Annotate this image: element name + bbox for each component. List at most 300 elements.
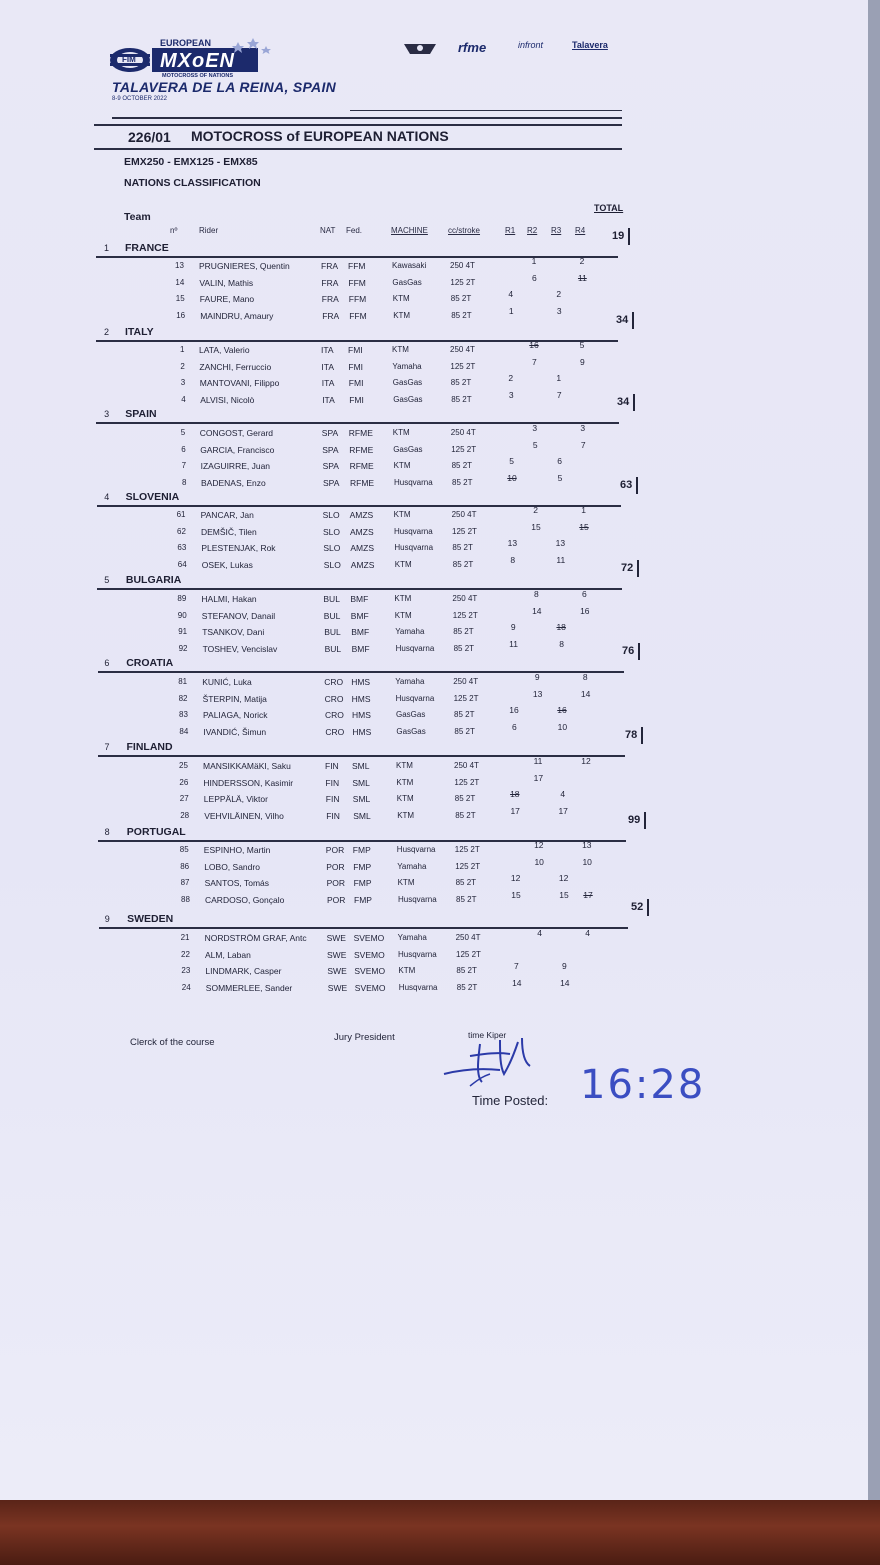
race-result-r2: 1 — [531, 256, 537, 266]
rider-federation: FMI — [349, 394, 364, 405]
rider-name: LOBO, Sandro — [204, 861, 260, 872]
team-total: 34 — [617, 396, 630, 408]
rider-machine: GasGas — [392, 378, 423, 387]
team-name: CROATIA — [126, 657, 174, 669]
team-position: 2 — [104, 327, 110, 337]
race-result-r2: 14 — [532, 605, 542, 616]
rider-machine: KTM — [397, 810, 415, 820]
race-result-r1: 13 — [507, 538, 518, 548]
rider-cc: 250 4T — [453, 677, 479, 686]
rider-nat: FIN — [325, 777, 340, 788]
total-bracket — [628, 228, 630, 245]
race-result-r4: 14 — [580, 688, 591, 699]
rider-nat: ITA — [322, 394, 335, 405]
rider-machine: GasGas — [392, 277, 422, 287]
rider-number: 25 — [179, 761, 188, 770]
race-result-r2: 6 — [532, 272, 537, 283]
team-total: 76 — [622, 645, 635, 657]
race-result-r3: 16 — [557, 705, 567, 715]
race-result-r1: 9 — [510, 622, 516, 632]
rider-cc: 250 4T — [450, 345, 475, 354]
rider-name: DEMŠIČ, Tilen — [201, 526, 257, 537]
race-result-r2: 11 — [533, 756, 543, 766]
race-result-r4: 17 — [583, 889, 593, 900]
rider-nat: FIN — [326, 810, 340, 821]
rider-cc: 250 4T — [450, 261, 475, 270]
team-total: 52 — [631, 901, 644, 913]
team-position: 8 — [104, 827, 110, 837]
rider-nat: SLO — [323, 543, 341, 553]
race-result-r2: 5 — [532, 439, 538, 450]
timekeeper-label: time Kiper — [468, 1030, 507, 1040]
rider-cc: 85 2T — [452, 543, 473, 552]
rider-number: 8 — [182, 477, 187, 487]
event-dates: 8-9 OCTOBER 2022 — [112, 96, 167, 102]
rider-federation: FMP — [354, 894, 372, 905]
rider-number: 90 — [177, 610, 187, 620]
rider-number: 24 — [181, 982, 191, 992]
rider-nat: SWE — [327, 949, 347, 960]
race-result-r4: 11 — [577, 272, 587, 283]
race-result-r1: 15 — [511, 889, 521, 900]
rider-machine: GasGas — [393, 394, 423, 404]
rider-name: BADENAS, Enzo — [201, 477, 266, 488]
race-result-r1: 12 — [510, 873, 521, 883]
document-title: MOTOCROSS of EUROPEAN NATIONS — [191, 128, 449, 144]
race-result-r2: 12 — [534, 840, 544, 850]
race-result-r1: 18 — [510, 789, 520, 799]
rider-number: 2 — [180, 361, 185, 371]
rider-name: KUNIĆ, Luka — [202, 677, 252, 687]
team-position: 4 — [104, 492, 110, 502]
team-name: FINLAND — [126, 741, 173, 753]
rider-federation: SVEMO — [354, 949, 385, 960]
rider-name: ŠTERPIN, Matija — [202, 693, 267, 704]
logo-brand: MXoEN — [160, 50, 235, 72]
rider-name: NORDSTRÖM GRAF, Antc — [204, 933, 307, 943]
rider-cc: 85 2T — [456, 966, 477, 975]
rider-number: 27 — [179, 794, 189, 803]
rider-cc: 250 4T — [455, 933, 481, 942]
rider-machine: Yamaha — [395, 677, 425, 686]
rider-nat: BUL — [323, 594, 340, 604]
rider-federation: SML — [352, 761, 370, 771]
rider-machine: KTM — [396, 794, 414, 803]
team-position: 6 — [104, 658, 110, 668]
rider-federation: BMF — [350, 610, 369, 621]
race-result-r2: 9 — [534, 672, 540, 682]
rider-machine: Husqvarna — [394, 543, 434, 552]
rider-federation: HMS — [351, 677, 371, 687]
rider-number: 23 — [181, 966, 191, 975]
rider-cc: 125 2T — [456, 949, 481, 959]
col-fed: Fed. — [346, 226, 363, 235]
rider-federation: AMZS — [350, 526, 374, 537]
rider-federation: FFM — [348, 277, 366, 288]
sponsor-bar — [400, 38, 620, 60]
race-result-r1: 10 — [507, 472, 517, 483]
rider-nat: SPA — [322, 444, 339, 455]
race-result-r4: 16 — [580, 605, 590, 616]
rider-nat: ITA — [321, 378, 335, 388]
rider-cc: 250 4T — [450, 428, 476, 437]
rider-nat: CRO — [325, 726, 345, 737]
rider-federation: AMZS — [350, 543, 375, 553]
rider-machine: KTM — [392, 345, 409, 354]
race-result-r2: 17 — [533, 772, 544, 783]
rider-cc: 85 2T — [455, 810, 476, 820]
rider-nat: FRA — [321, 261, 338, 271]
race-result-r4: 2 — [579, 256, 585, 266]
race-result-r2: 16 — [529, 340, 539, 350]
rider-federation: RFME — [349, 461, 374, 471]
race-result-r3: 18 — [556, 622, 566, 632]
rider-name: IVANDIĆ, Šimun — [203, 726, 267, 737]
header-rule-top — [112, 117, 622, 119]
rider-machine: GasGas — [396, 710, 426, 719]
rider-name: LINDMARK, Casper — [205, 966, 282, 976]
race-result-r1: 6 — [512, 721, 517, 732]
race-result-r1: 4 — [508, 289, 514, 299]
rider-number: 84 — [179, 726, 189, 736]
rider-cc: 85 2T — [450, 378, 472, 387]
rider-nat: SLO — [322, 510, 340, 520]
rider-machine: Kawasaki — [392, 261, 427, 270]
rider-name: FAURE, Mano — [199, 294, 255, 304]
total-bracket — [644, 812, 646, 829]
rider-cc: 85 2T — [450, 294, 472, 303]
race-result-r1: 17 — [510, 805, 520, 816]
rider-cc: 85 2T — [451, 394, 472, 404]
rider-cc: 125 2T — [454, 777, 480, 787]
total-bracket — [647, 899, 649, 916]
race-result-r4: 6 — [582, 589, 587, 599]
rider-name: ESPINHO, Martin — [203, 845, 271, 855]
rider-machine: KTM — [393, 510, 411, 519]
race-result-r3: 3 — [556, 305, 562, 316]
rider-nat: SLO — [323, 559, 341, 570]
race-result-r1: 1 — [508, 305, 514, 316]
rider-federation: AMZS — [350, 559, 375, 570]
rider-cc: 85 2T — [453, 627, 474, 636]
rider-cc: 85 2T — [452, 559, 474, 569]
rider-machine: KTM — [393, 310, 411, 320]
rider-number: 1 — [180, 345, 185, 354]
table-surface — [0, 1500, 880, 1565]
rider-federation: SVEMO — [354, 982, 386, 993]
rider-machine: Husqvarna — [398, 982, 438, 992]
rider-name: PALIAGA, Norick — [203, 710, 268, 720]
rider-cc: 125 2T — [451, 444, 477, 454]
race-result-r1: 8 — [510, 554, 516, 565]
rider-nat: FRA — [321, 294, 339, 304]
race-result-r1: 14 — [512, 977, 522, 988]
rider-federation: FFM — [348, 261, 366, 271]
race-result-r1: 5 — [509, 456, 514, 466]
rider-number: 21 — [180, 933, 190, 942]
race-result-r1: 2 — [508, 373, 514, 383]
rider-federation: BMF — [351, 643, 370, 654]
race-result-r4: 8 — [582, 672, 588, 682]
event-logo — [108, 36, 288, 84]
rider-cc: 125 2T — [452, 610, 478, 620]
race-result-r3: 6 — [557, 456, 562, 466]
race-result-r4: 3 — [580, 423, 586, 433]
rider-name: PLESTENJAK, Rok — [201, 543, 276, 553]
rider-nat: BUL — [323, 610, 341, 621]
race-result-r4: 15 — [579, 521, 589, 532]
rider-nat: FIN — [325, 794, 340, 804]
classes-subtitle: EMX250 - EMX125 - EMX85 — [124, 156, 258, 168]
rider-number: 6 — [181, 444, 186, 454]
clerk-label: Clerck of the course — [130, 1037, 215, 1048]
rider-cc: 125 2T — [453, 693, 479, 703]
race-result-r2: 15 — [531, 521, 541, 532]
rider-cc: 125 2T — [450, 361, 476, 371]
rider-number: 13 — [175, 261, 184, 270]
race-result-r3: 4 — [560, 789, 566, 799]
rider-cc: 85 2T — [456, 982, 478, 992]
race-result-r2: 3 — [532, 423, 538, 433]
rider-federation: BMF — [351, 627, 370, 637]
rider-number: 83 — [179, 710, 188, 719]
rider-number: 26 — [179, 777, 189, 787]
total-bracket — [632, 312, 634, 329]
rider-machine: Husqvarna — [395, 693, 435, 703]
col-r2: R2 — [527, 226, 538, 235]
race-result-r3: 9 — [562, 961, 567, 971]
rider-machine: KTM — [393, 461, 411, 470]
rider-number: 22 — [181, 949, 190, 959]
rider-name: MAINDRU, Amaury — [200, 310, 274, 321]
rider-nat: SLO — [323, 526, 341, 537]
race-result-r2: 8 — [534, 589, 539, 599]
rider-machine: KTM — [397, 878, 415, 887]
rider-name: SOMMERLEE, Sander — [205, 982, 293, 993]
rider-machine: GasGas — [393, 444, 423, 454]
rider-federation: SML — [352, 794, 371, 804]
rider-nat: ITA — [321, 361, 334, 372]
race-result-r4: 4 — [585, 928, 590, 938]
rider-nat: POR — [325, 845, 345, 855]
total-bracket — [633, 394, 635, 411]
jury-label: Jury President — [334, 1032, 395, 1043]
rider-federation: FMP — [352, 845, 371, 855]
team-total: 78 — [625, 729, 638, 741]
rider-machine: Yamaha — [397, 933, 427, 942]
rider-machine: Husqvarna — [398, 894, 437, 904]
race-result-r2: 4 — [537, 928, 542, 938]
rider-cc: 85 2T — [456, 894, 477, 904]
rider-machine: KTM — [396, 777, 414, 787]
total-column-label: TOTAL — [594, 203, 624, 213]
rider-federation: RFME — [350, 477, 375, 488]
team-column-label: Team — [124, 211, 151, 223]
rider-nat: SPA — [321, 428, 339, 438]
race-result-r1: 16 — [509, 705, 519, 715]
rider-machine: Yamaha — [397, 861, 427, 871]
rider-federation: FMP — [353, 878, 372, 888]
rider-number: 89 — [177, 594, 187, 603]
race-result-r4: 9 — [580, 356, 585, 367]
rider-federation: FMI — [348, 378, 364, 388]
rider-nat: POR — [326, 861, 345, 872]
race-result-r2: 13 — [532, 688, 543, 699]
rider-cc: 85 2T — [453, 643, 475, 653]
rider-nat: FRA — [321, 277, 339, 288]
col-no: nº — [170, 226, 178, 235]
col-r4: R4 — [575, 226, 586, 235]
rider-number: 3 — [180, 378, 186, 387]
team-position: 5 — [104, 575, 110, 585]
rider-name: PRUGNIERES, Quentin — [199, 261, 290, 271]
team-name: SPAIN — [125, 408, 157, 420]
rider-federation: FFM — [349, 310, 367, 321]
rider-machine: KTM — [394, 559, 412, 569]
rider-federation: FMI — [348, 361, 364, 372]
race-result-r3: 5 — [557, 472, 563, 483]
rider-machine: KTM — [392, 294, 410, 303]
rider-name: HALMI, Hakan — [201, 594, 257, 604]
rider-name: VALIN, Mathis — [199, 277, 254, 288]
classification-title: NATIONS CLASSIFICATION — [124, 177, 261, 189]
rider-federation: HMS — [352, 710, 371, 720]
rider-federation: RFME — [349, 444, 374, 455]
time-posted-label: Time Posted: — [472, 1093, 549, 1108]
team-position: 7 — [104, 742, 110, 752]
rider-nat: CRO — [324, 693, 344, 704]
race-result-r3: 14 — [560, 977, 570, 988]
race-result-r3: 1 — [556, 373, 562, 383]
rider-cc: 85 2T — [451, 461, 473, 470]
rider-name: ZANCHI, Ferruccio — [199, 361, 272, 372]
total-bracket — [637, 560, 639, 577]
race-result-r2: 7 — [532, 356, 537, 367]
rider-number: 28 — [180, 810, 190, 820]
rider-cc: 125 2T — [452, 526, 477, 536]
col-r3: R3 — [551, 226, 562, 235]
rider-name: VEHVILÄINEN, Vilho — [204, 810, 284, 821]
rider-machine: Yamaha — [392, 361, 422, 371]
rider-cc: 85 2T — [451, 310, 472, 320]
rider-number: 5 — [180, 428, 186, 437]
rider-machine: Husqvarna — [396, 845, 436, 854]
rider-name: CARDOSO, Gonçalo — [205, 894, 285, 905]
rider-nat: ITA — [321, 345, 334, 355]
rider-machine: KTM — [396, 761, 413, 770]
rider-nat: BUL — [324, 627, 341, 637]
rider-cc: 250 4T — [451, 510, 477, 519]
sponsor-helmet-icon — [400, 40, 440, 58]
rider-federation: FMP — [353, 861, 372, 872]
team-name: BULGARIA — [125, 574, 182, 586]
rider-number: 86 — [180, 861, 190, 871]
rider-cc: 250 4T — [452, 594, 478, 603]
col-nat: NAT — [320, 226, 336, 235]
rider-name: IZAGUIRRE, Juan — [200, 461, 271, 471]
race-result-r2: 10 — [534, 856, 544, 867]
rider-federation: FMI — [348, 345, 363, 355]
rider-name: LATA, Valerio — [199, 345, 250, 355]
rider-cc: 250 4T — [454, 761, 479, 770]
rider-name: GARCIA, Francisco — [200, 444, 275, 455]
fim-badge: FIM — [122, 55, 136, 64]
rider-number: 64 — [177, 559, 187, 569]
rider-machine: KTM — [394, 594, 412, 603]
rider-cc: 125 2T — [454, 845, 480, 854]
rider-cc: 85 2T — [454, 794, 476, 803]
rider-number: 91 — [178, 627, 188, 636]
race-result-r3: 10 — [557, 721, 568, 732]
rider-machine: KTM — [392, 428, 410, 437]
rider-name: ALVISI, Nicolò — [200, 394, 255, 405]
race-result-r3: 11 — [556, 554, 566, 565]
race-result-r1: 11 — [509, 638, 518, 649]
rider-nat: BUL — [324, 643, 342, 654]
rider-machine: GasGas — [396, 726, 426, 736]
rider-name: MANTOVANI, Filippo — [199, 378, 280, 388]
rider-federation: SVEMO — [354, 966, 386, 976]
rider-name: MANSIKKAMäKI, Saku — [203, 761, 291, 771]
header-rule-thin — [350, 110, 622, 111]
sponsor-infront: infront — [518, 40, 544, 50]
team-position: 9 — [104, 914, 110, 924]
race-result-r4: 13 — [582, 840, 592, 850]
race-result-r3: 7 — [556, 389, 562, 400]
rider-federation: SML — [352, 777, 370, 788]
total-bracket — [636, 477, 638, 494]
rider-nat: CRO — [325, 710, 344, 720]
rider-nat: SWE — [327, 966, 347, 976]
race-result-r4: 12 — [581, 756, 591, 766]
rider-number: 7 — [181, 461, 187, 470]
rider-machine: KTM — [398, 966, 416, 975]
rider-federation: FFM — [348, 294, 367, 304]
time-posted-value: 16:28 — [580, 1062, 706, 1108]
rider-federation: AMZS — [349, 510, 374, 520]
rider-name: TSANKOV, Dani — [202, 627, 265, 637]
rider-nat: SPA — [323, 477, 340, 488]
race-result-r3: 2 — [556, 289, 562, 299]
rider-number: 61 — [176, 510, 186, 519]
rider-nat: CRO — [324, 677, 344, 687]
signature-icon — [440, 1030, 540, 1100]
rider-federation: RFME — [348, 428, 373, 438]
rider-number: 81 — [178, 677, 188, 686]
rider-machine: Husqvarna — [394, 526, 433, 536]
race-result-r3: 15 — [559, 889, 569, 900]
team-name: ITALY — [125, 326, 154, 338]
race-result-r4: 5 — [579, 340, 585, 350]
col-rider: Rider — [199, 226, 219, 235]
race-result-r3: 17 — [558, 805, 568, 816]
rider-number: 4 — [181, 394, 186, 404]
header-rule — [94, 124, 622, 126]
sponsor-rfme: rfme — [458, 40, 487, 55]
rider-cc: 125 2T — [450, 277, 476, 287]
rider-machine: Yamaha — [395, 627, 425, 636]
rider-nat: FRA — [322, 310, 340, 321]
team-total: 72 — [621, 562, 634, 574]
rider-number: 63 — [177, 543, 187, 552]
rider-name: SANTOS, Tomás — [204, 878, 269, 888]
race-result-r3: 8 — [559, 638, 564, 649]
rider-federation: BMF — [350, 594, 369, 604]
rider-federation: HMS — [351, 693, 371, 704]
rider-nat: POR — [326, 878, 346, 888]
rider-cc: 85 2T — [452, 477, 473, 487]
rider-machine: KTM — [394, 610, 412, 620]
